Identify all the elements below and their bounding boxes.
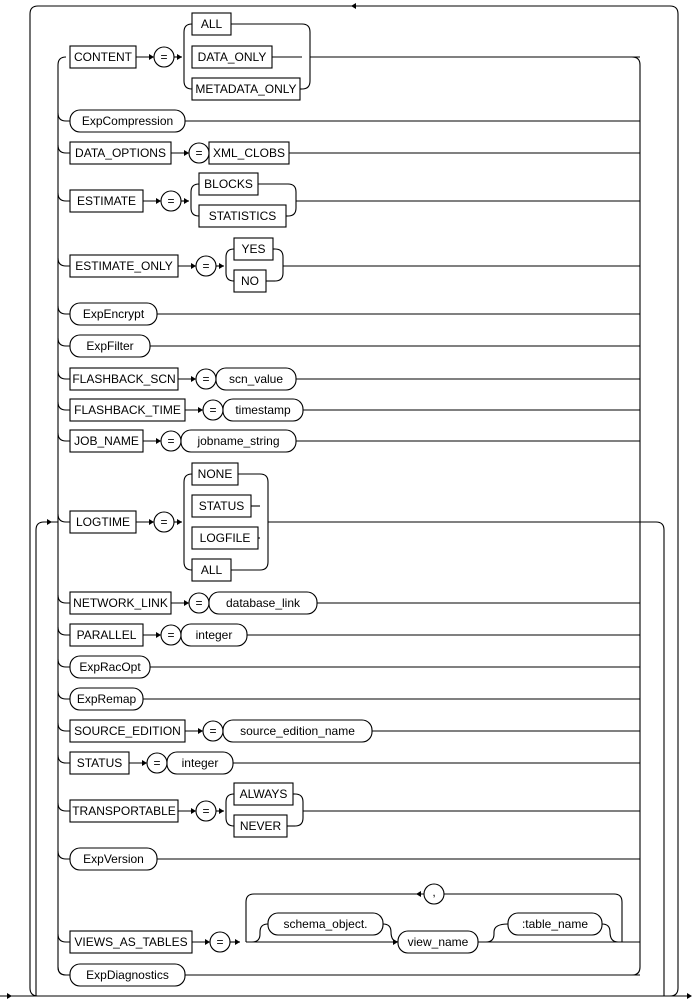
keyword-expfilter-label: ExpFilter [86, 339, 134, 354]
keyword-expremap-label: ExpRemap [76, 692, 137, 707]
option-all-label: ALL [200, 563, 223, 578]
keyword-source-edition-name-label: source_edition_name [240, 724, 355, 739]
equals-sign-label: = [209, 724, 217, 739]
equals-sign-label: = [202, 372, 210, 387]
keyword-estimate-label: ESTIMATE [76, 194, 137, 209]
arrow-left-icon [416, 891, 421, 897]
arrow-right-icon [177, 519, 182, 525]
arrow-left-icon [351, 3, 356, 9]
equals-sign-label: = [202, 259, 210, 274]
keyword-database-link-label: database_link [225, 596, 301, 611]
row-entry [58, 306, 70, 314]
row-entry [58, 691, 70, 699]
arrow-right-icon [7, 993, 12, 999]
arrow-right-icon [198, 407, 203, 413]
keyword-network-link-label: NETWORK_LINK [73, 596, 168, 611]
keyword-integer-label: integer [181, 756, 219, 771]
option-yes-label: YES [241, 242, 266, 257]
left-rail [58, 57, 66, 967]
schema-object-label: schema_object. [283, 917, 368, 932]
keyword-estimate-only-label: ESTIMATE_ONLY [75, 259, 173, 274]
equals-sign-label: = [153, 756, 161, 771]
row-entry [58, 627, 70, 635]
keyword-content-label: CONTENT [74, 50, 132, 65]
schema-join [383, 924, 399, 942]
arrow-right-icon [184, 150, 189, 156]
choice-left [184, 57, 192, 89]
row-entry [58, 145, 70, 153]
option-metadata-only-label: METADATA_ONLY [195, 82, 297, 97]
arrow-right-icon [205, 939, 210, 945]
keyword-views-as-tables-label: VIEWS_AS_TABLES [74, 935, 188, 950]
keyword-scn-value-label: scn_value [228, 372, 284, 387]
keyword-expencrypt-label: ExpEncrypt [82, 307, 145, 322]
option-no-label: NO [241, 274, 259, 289]
row-entry [58, 193, 70, 201]
keyword-status-label: STATUS [76, 756, 123, 771]
option-none-label: NONE [197, 467, 233, 482]
row-entry [58, 258, 70, 266]
row-entry [58, 967, 70, 975]
keyword-integer-label: integer [195, 628, 233, 643]
equals-sign-label: = [167, 434, 175, 449]
arrow-right-icon [47, 519, 52, 525]
arrow-right-icon [156, 632, 161, 638]
option-blocks-label: BLOCKS [204, 177, 253, 192]
keyword-job-name-label: JOB_NAME [74, 434, 139, 449]
table-join [602, 924, 618, 942]
arrow-right-icon [191, 808, 196, 814]
keyword-xml-clobs-label: XML_CLOBS [212, 146, 286, 161]
arrow-right-icon [149, 54, 154, 60]
choice-left [191, 201, 199, 216]
keyword-data-options-label: DATA_OPTIONS [75, 146, 166, 161]
option-data-only-label: DATA_ONLY [197, 50, 267, 65]
arrow-right-icon [184, 198, 189, 204]
keyword-jobname-string-label: jobname_string [197, 434, 280, 449]
choice-left [191, 184, 199, 201]
keyword-parallel-label: PARALLEL [76, 628, 137, 643]
option-never-label: NEVER [239, 819, 282, 834]
arrow-right-icon [177, 54, 182, 60]
arrow-right-icon [235, 939, 240, 945]
arrow-right-icon [393, 939, 398, 945]
separator-label: , [432, 885, 436, 900]
choice-left [184, 474, 192, 522]
arrow-right-icon [219, 808, 224, 814]
entry-line [36, 522, 58, 996]
choice-left [226, 794, 234, 811]
equals-sign-label: = [216, 935, 224, 950]
arrow-right-icon [687, 993, 692, 999]
arrow-right-icon [198, 728, 203, 734]
arrow-right-icon [191, 263, 196, 269]
row-entry [58, 113, 70, 121]
equals-sign-label: = [167, 628, 175, 643]
equals-sign-label: = [202, 804, 210, 819]
arrow-right-icon [191, 376, 196, 382]
equals-sign-label: = [209, 403, 217, 418]
view-name-label: view_name [407, 935, 469, 950]
equals-sign-label: = [195, 596, 203, 611]
row-entry [58, 755, 70, 763]
keyword-timestamp-label: timestamp [235, 403, 291, 418]
row-entry [58, 803, 70, 811]
equals-sign-label: = [160, 50, 168, 65]
choice-right [302, 24, 310, 89]
option-all-label: ALL [200, 17, 223, 32]
option-always-label: ALWAYS [239, 787, 288, 802]
arrow-right-icon [219, 263, 224, 269]
choice-left [184, 522, 192, 570]
choice-right [260, 474, 268, 570]
table-branch [486, 924, 508, 942]
schema-bypass [252, 924, 268, 942]
equals-sign-label: = [195, 146, 203, 161]
option-statistics-label: STATISTICS [208, 209, 277, 224]
exit-line [640, 522, 664, 996]
row-entry [58, 514, 70, 522]
table-name-label: :table_name [521, 917, 589, 932]
equals-sign-label: = [167, 194, 175, 209]
keyword-flashback-scn-label: FLASHBACK_SCN [72, 372, 176, 387]
arrow-right-icon [184, 600, 189, 606]
keyword-expversion-label: ExpVersion [83, 852, 144, 867]
row-entry [58, 595, 70, 603]
keyword-source-edition-label: SOURCE_EDITION [74, 724, 181, 739]
arrow-right-icon [149, 519, 154, 525]
row-entry [58, 371, 70, 379]
choice-left [226, 266, 234, 281]
keyword-flashback-time-label: FLASHBACK_TIME [74, 403, 181, 418]
row-entry [58, 402, 70, 410]
option-status-label: STATUS [198, 499, 245, 514]
keyword-transportable-label: TRANSPORTABLE [72, 804, 176, 819]
row-entry [58, 433, 70, 441]
arrow-right-icon [156, 198, 161, 204]
arrow-right-icon [156, 438, 161, 444]
keyword-expcompression-label: ExpCompression [81, 114, 174, 129]
row-entry [58, 851, 70, 859]
arrow-right-icon [142, 760, 147, 766]
row-entry [58, 659, 70, 667]
keyword-logtime-label: LOGTIME [75, 515, 131, 530]
choice-left [184, 24, 192, 57]
row-entry [58, 934, 70, 942]
row-entry [58, 338, 70, 346]
choice-right [295, 794, 303, 826]
choice-left [226, 249, 234, 266]
keyword-expracopt-label: ExpRacOpt [79, 660, 141, 675]
right-rail [632, 57, 640, 975]
row-entry [58, 723, 70, 731]
choice-left [226, 811, 234, 826]
keyword-expdiagnostics-label: ExpDiagnostics [86, 968, 169, 983]
choice-right [288, 184, 296, 216]
option-logfile-label: LOGFILE [199, 531, 251, 546]
choice-right [275, 249, 283, 281]
equals-sign-label: = [160, 515, 168, 530]
